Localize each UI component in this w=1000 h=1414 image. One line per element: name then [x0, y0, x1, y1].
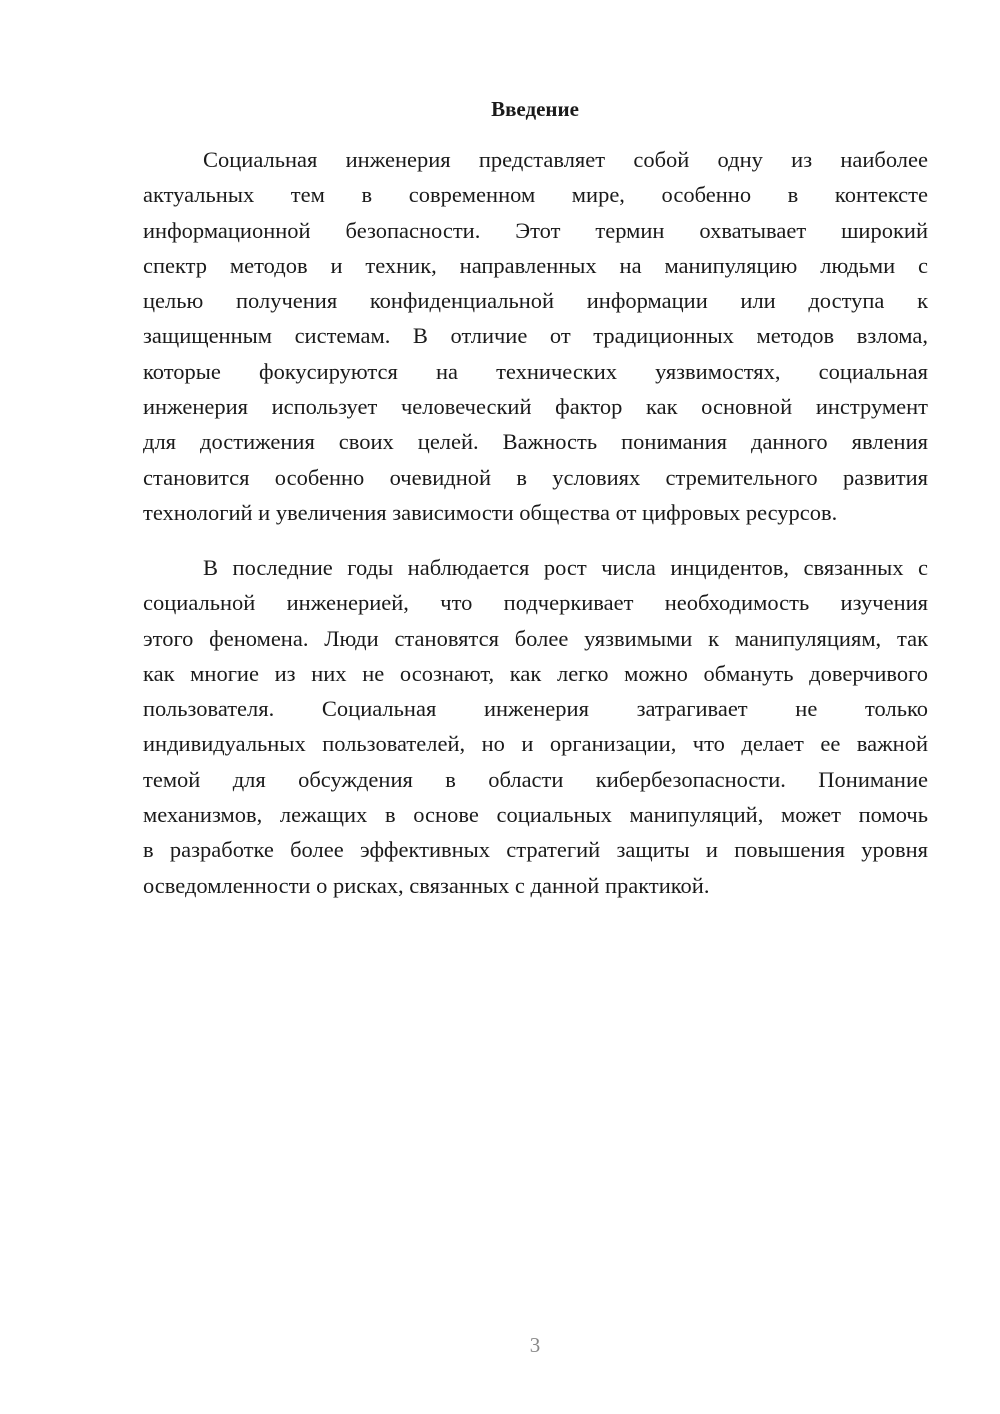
text-line: осведомленности о рисках, связанных с данной практикой. [143, 872, 710, 898]
text-line: для достижения своих целей. Важность понимания данного явления [143, 429, 928, 455]
text-line: темой для обсуждения в области кибербезопасности. Понимание [143, 766, 928, 792]
text-line: целью получения конфиденциальной информации или доступа к [143, 288, 928, 314]
section-heading: Введение [491, 97, 579, 121]
text-line: пользователя. Социальная инженерия затрагивает не только [143, 696, 928, 722]
text-line: информационной безопасности. Этот термин охватывает широкий [143, 217, 928, 243]
paragraph-2 [143, 550, 928, 903]
text-line: социальной инженерией, что подчеркивает необходимость изучения [143, 590, 928, 616]
text-line: В последние годы наблюдается рост числа инцидентов, связанных с [203, 555, 928, 580]
text-line: инженерия использует человеческий фактор как основной инструмент [143, 394, 928, 420]
text-line: как многие из них не осознают, как легко можно обмануть доверчивого [143, 660, 928, 686]
text-line: становится особенно очевидной в условиях стремительного развития [143, 464, 928, 490]
text-line: спектр методов и техник, направленных на манипуляцию людьми с [143, 252, 928, 278]
text-line: актуальных тем в современном мире, особенно в контексте [143, 182, 928, 208]
text-line: в разработке более эффективных стратегий защиты и повышения уровня [143, 837, 928, 863]
text-line: защищенным системам. В отличие от традиционных методов взлома, [143, 323, 928, 349]
page-number: 3 [529, 1333, 541, 1357]
text-line: технологий и увеличения зависимости общества от цифровых ресурсов. [143, 499, 838, 525]
text-line: этого феномена. Люди становятся более уязвимыми к манипуляциям, так [143, 625, 928, 651]
text-line: механизмов, лежащих в основе социальных манипуляций, может помочь [143, 802, 928, 828]
paragraph-1 [143, 142, 928, 530]
text-line: Социальная инженерия представляет собой одну из наиболее [203, 147, 928, 172]
text-line: которые фокусируются на технических уязвимостях, социальная [143, 358, 928, 384]
text-line: индивидуальных пользователей, но и организации, что делает ее важной [143, 731, 928, 757]
